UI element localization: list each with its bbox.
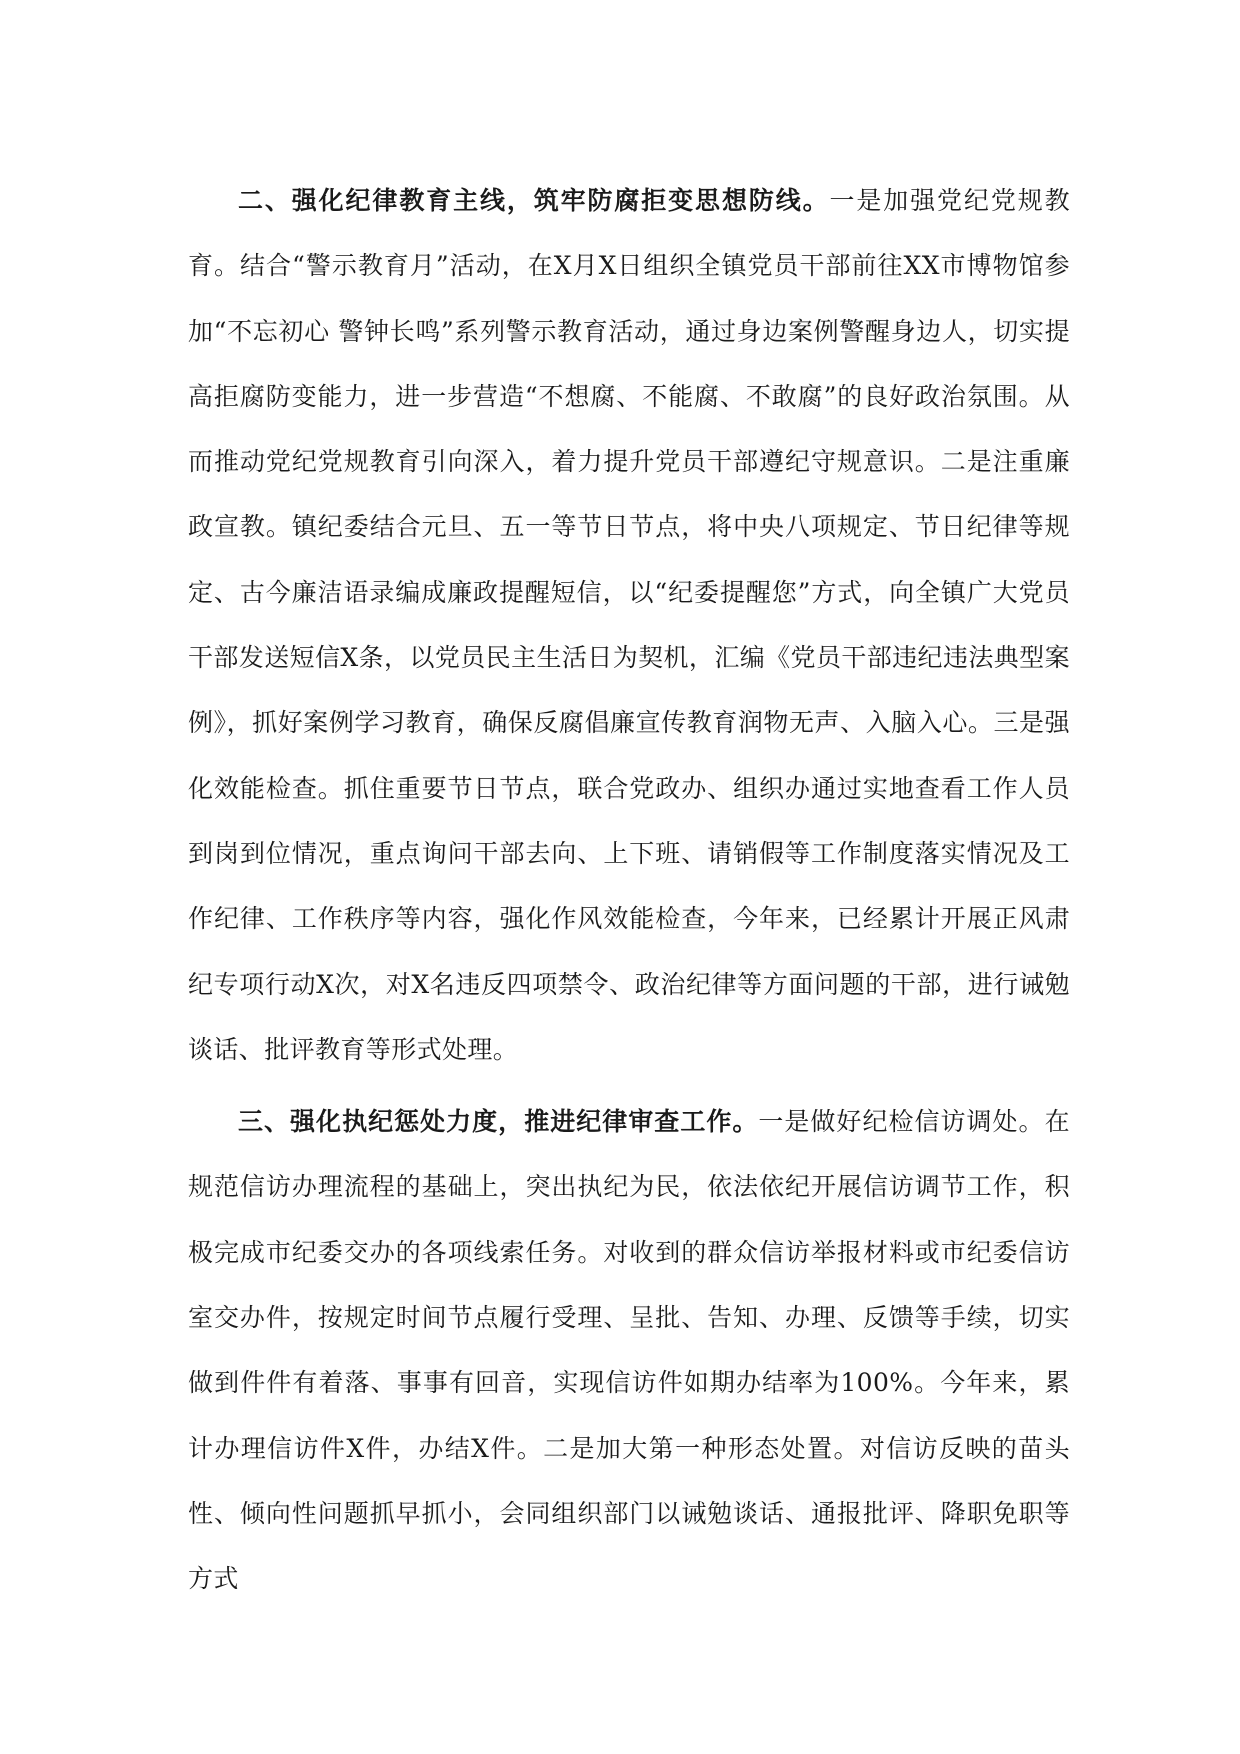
paragraph-heading: 二、强化纪律教育主线，筑牢防腐拒变思想防线。 [238,186,830,215]
document-page [188,168,1070,1612]
paragraph-heading: 三、强化执纪惩处力度，推进纪律审查工作。 [238,1107,759,1137]
paragraph-discipline-enforcement [188,1089,1070,1611]
paragraph-discipline-education [188,168,1070,1082]
paragraph-body: 一是做好纪检信访调处。在规范信访办理流程的基础上，突出执纪为民，依法依纪开展信访调节工作，积极完成市纪委交办的各项线索任务。对收到的群众信访举报材料或市纪委信访室交办件，按规定时间节点履行受理、呈批、告知、办理、反馈等手续，切实做到件件有着落、事事有回音，实现信访件如期办结率为100%。今年来，累计办理信访件X件，办结X件。二是加大第一种形态处置。对信访反映的苗头性、倾向性问题抓早抓小，会同组织部门以诫勉谈话、通报批评、降职免职等方式 [188,1107,1070,1594]
paragraph-body: 一是加强党纪党规教育。结合“警示教育月”活动，在X月X日组织全镇党员干部前往XX市博物馆参加“不忘初心 警钟长鸣”系列警示教育活动，通过身边案例警醒身边人，切实提高拒腐防变能力，进一步营造“不想腐、不能腐、不敢腐”的良好政治氛围。从而推动党纪党规教育引向深入，着力提升党员干部遵纪守规意识。二是注重廉政宣教。镇纪委结合元旦、五一等节日节点，将中央八项规定、节日纪律等规定、古今廉洁语录编成廉政提醒短信，以“纪委提醒您”方式，向全镇广大党员干部发送短信X条，以党员民主生活日为契机，汇编《党员干部违纪违法典型案例》，抓好案例学习教育，确保反腐倡廉宣传教育润物无声、入脑入心。三是强化效能检查。抓住重要节日节点，联合党政办、组织办通过实地查看工作人员到岗到位情况，重点询问干部去向、上下班、请销假等工作制度落实情况及工作纪律、工作秩序等内容，强化作风效能检查，今年来，已经累计开展正风肃纪专项行动X次，对X名违反四项禁令、政治纪律等方面问题的干部，进行诫勉谈话、批评教育等形式处理。 [188,186,1070,1064]
